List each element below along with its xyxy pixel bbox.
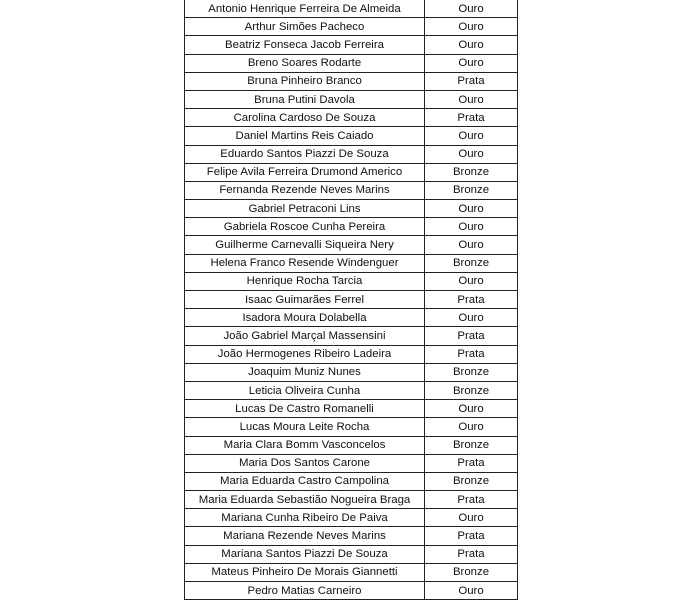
medal-cell: Ouro [425, 218, 518, 236]
medal-cell: Ouro [425, 18, 518, 36]
medal-cell: Ouro [425, 582, 518, 600]
student-name-cell: Maria Eduarda Sebastião Nogueira Braga [185, 491, 425, 509]
table-row [185, 345, 518, 363]
table-row [185, 127, 518, 145]
medal-cell: Prata [425, 72, 518, 90]
student-name-cell: Joaquim Muniz Nunes [185, 363, 425, 381]
medal-cell: Ouro [425, 400, 518, 418]
awards-table-body [185, 0, 518, 600]
student-name-cell: Henrique Rocha Tarcia [185, 272, 425, 290]
table-row [185, 36, 518, 54]
awards-table [184, 0, 518, 600]
student-name-cell: Mariana Rezende Neves Marins [185, 527, 425, 545]
medal-cell: Ouro [425, 127, 518, 145]
table-row [185, 109, 518, 127]
medal-cell: Bronze [425, 472, 518, 490]
student-name-cell: Bruna Putini Davola [185, 90, 425, 108]
table-row [185, 254, 518, 272]
table-row [185, 582, 518, 600]
student-name-cell: Maria Eduarda Castro Campolina [185, 472, 425, 490]
medal-cell: Ouro [425, 54, 518, 72]
medal-cell: Ouro [425, 0, 518, 18]
medal-cell: Ouro [425, 309, 518, 327]
table-row [185, 436, 518, 454]
medal-cell: Prata [425, 454, 518, 472]
medal-cell: Ouro [425, 145, 518, 163]
student-name-cell: Gabriela Roscoe Cunha Pereira [185, 218, 425, 236]
medal-cell: Ouro [425, 200, 518, 218]
medal-cell: Prata [425, 345, 518, 363]
medal-cell: Ouro [425, 90, 518, 108]
table-row [185, 563, 518, 581]
table-row [185, 163, 518, 181]
student-name-cell: Lucas De Castro Romanelli [185, 400, 425, 418]
table-row [185, 272, 518, 290]
medal-cell: Bronze [425, 563, 518, 581]
medal-cell: Bronze [425, 436, 518, 454]
table-row [185, 200, 518, 218]
medal-cell: Prata [425, 491, 518, 509]
student-name-cell: Maria Dos Santos Carone [185, 454, 425, 472]
student-name-cell: Guilherme Carnevalli Siqueira Nery [185, 236, 425, 254]
student-name-cell: Maria Clara Bomm Vasconcelos [185, 436, 425, 454]
medal-cell: Bronze [425, 381, 518, 399]
student-name-cell: Isadora Moura Dolabella [185, 309, 425, 327]
medal-cell: Ouro [425, 236, 518, 254]
student-name-cell: Isaac Guimarães Ferrel [185, 291, 425, 309]
medal-cell: Bronze [425, 163, 518, 181]
table-row [185, 145, 518, 163]
student-name-cell: Fernanda Rezende Neves Marins [185, 181, 425, 199]
medal-cell: Ouro [425, 509, 518, 527]
table-row [185, 454, 518, 472]
table-row [185, 545, 518, 563]
table-row [185, 236, 518, 254]
medal-cell: Bronze [425, 181, 518, 199]
table-row [185, 72, 518, 90]
student-name-cell: Antonio Henrique Ferreira De Almeida [185, 0, 425, 18]
table-row [185, 363, 518, 381]
table-row [185, 491, 518, 509]
table-row [185, 472, 518, 490]
medal-cell: Bronze [425, 254, 518, 272]
medal-cell: Ouro [425, 272, 518, 290]
student-name-cell: Gabriel Petraconi Lins [185, 200, 425, 218]
student-name-cell: Pedro Matias Carneiro [185, 582, 425, 600]
student-name-cell: Daniel Martins Reis Caiado [185, 127, 425, 145]
table-row [185, 509, 518, 527]
student-name-cell: Mariana Cunha Ribeiro De Paiva [185, 509, 425, 527]
table-row [185, 527, 518, 545]
student-name-cell: Arthur Simões Pacheco [185, 18, 425, 36]
table-row [185, 18, 518, 36]
table-row [185, 327, 518, 345]
student-name-cell: Felipe Avila Ferreira Drumond Americo [185, 163, 425, 181]
table-row [185, 218, 518, 236]
table-row [185, 54, 518, 72]
student-name-cell: Bruna Pinheiro Branco [185, 72, 425, 90]
student-name-cell: João Hermogenes Ribeiro Ladeira [185, 345, 425, 363]
table-row [185, 90, 518, 108]
medal-cell: Prata [425, 545, 518, 563]
table-row [185, 0, 518, 18]
medal-cell: Ouro [425, 418, 518, 436]
medal-cell: Ouro [425, 36, 518, 54]
student-name-cell: Mateus Pinheiro De Morais Giannetti [185, 563, 425, 581]
medal-cell: Prata [425, 291, 518, 309]
student-name-cell: Beatriz Fonseca Jacob Ferreira [185, 36, 425, 54]
student-name-cell: Mariana Santos Piazzi De Souza [185, 545, 425, 563]
table-row [185, 291, 518, 309]
student-name-cell: João Gabriel Marçal Massensini [185, 327, 425, 345]
table-row [185, 381, 518, 399]
student-name-cell: Leticia Oliveira Cunha [185, 381, 425, 399]
table-row [185, 400, 518, 418]
student-name-cell: Helena Franco Resende Windenguer [185, 254, 425, 272]
student-name-cell: Carolina Cardoso De Souza [185, 109, 425, 127]
student-name-cell: Lucas Moura Leite Rocha [185, 418, 425, 436]
table-row [185, 181, 518, 199]
table-row [185, 309, 518, 327]
student-name-cell: Eduardo Santos Piazzi De Souza [185, 145, 425, 163]
student-name-cell: Breno Soares Rodarte [185, 54, 425, 72]
medal-cell: Prata [425, 327, 518, 345]
medal-cell: Bronze [425, 363, 518, 381]
medal-cell: Prata [425, 109, 518, 127]
medal-cell: Prata [425, 527, 518, 545]
table-row [185, 418, 518, 436]
